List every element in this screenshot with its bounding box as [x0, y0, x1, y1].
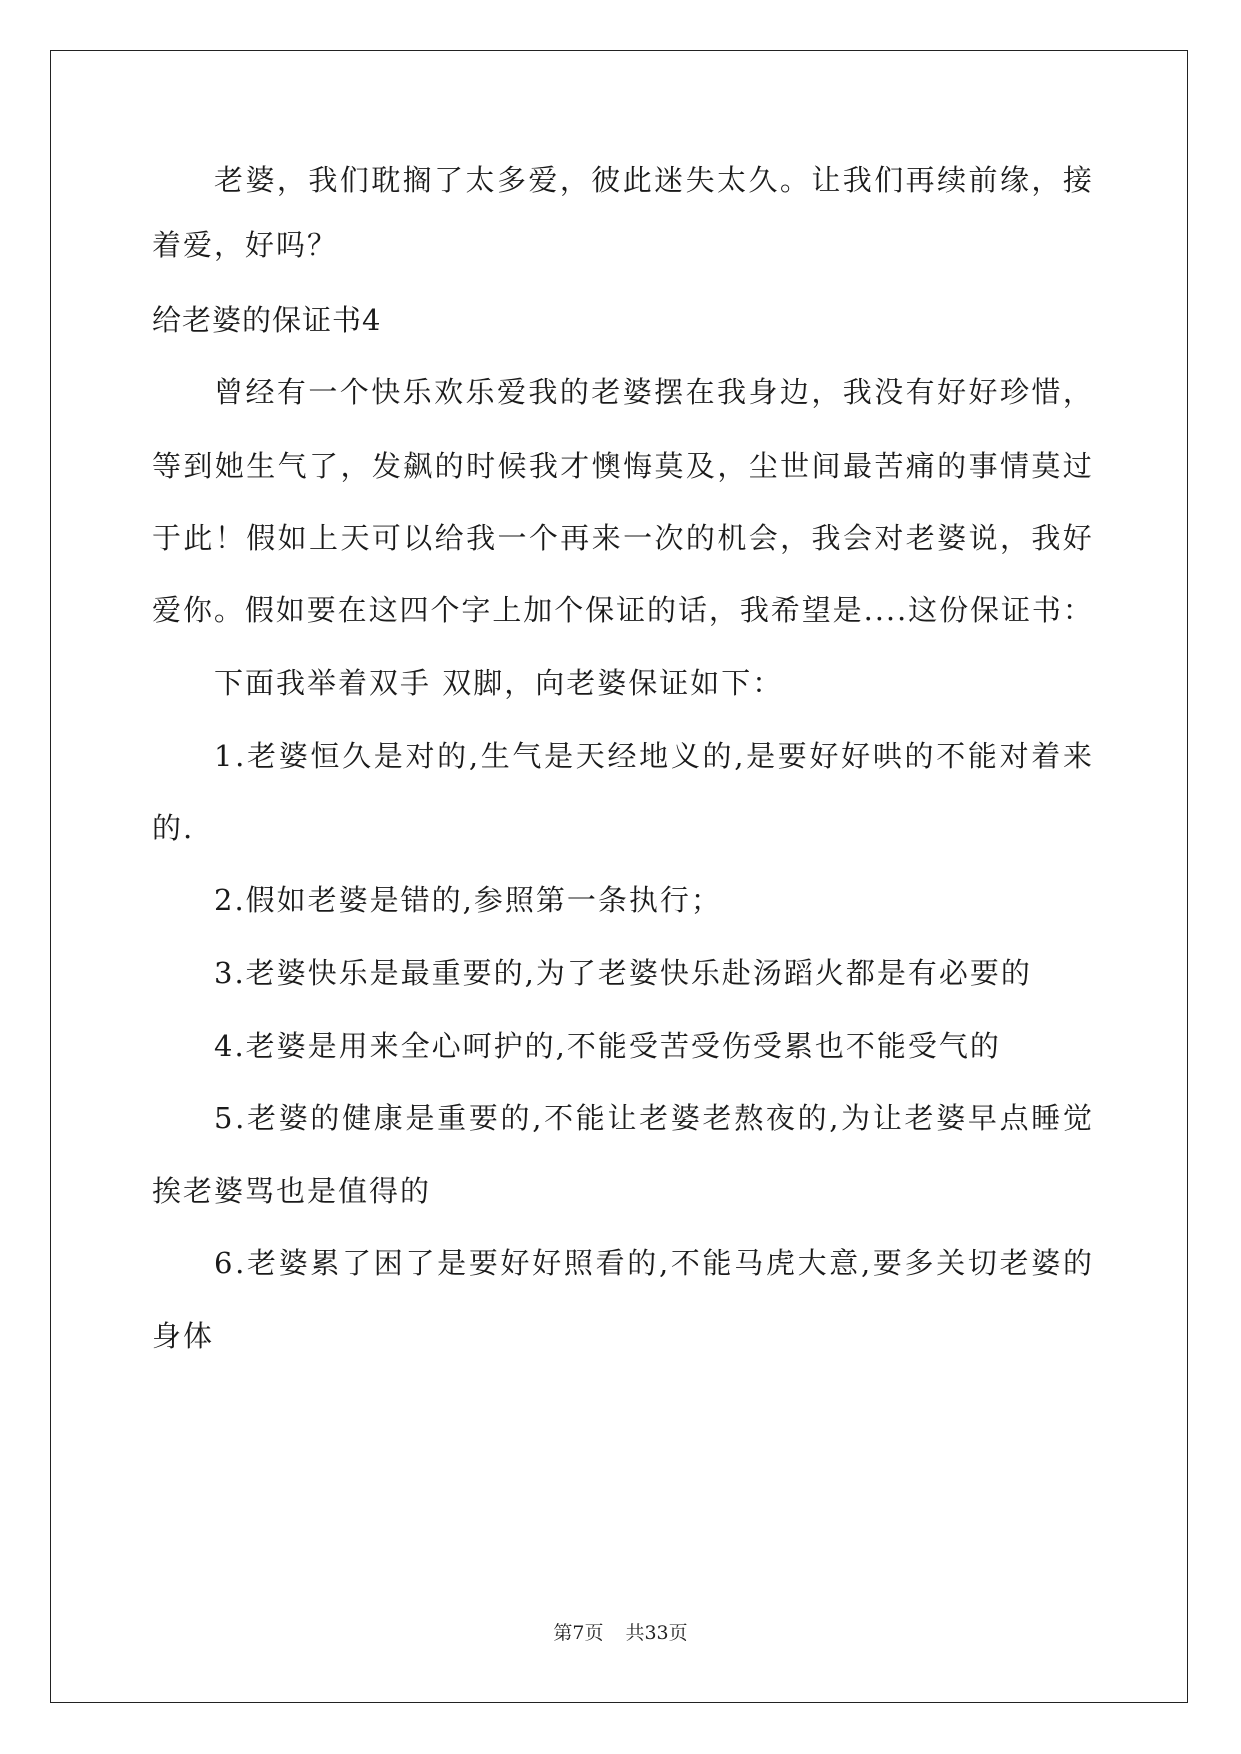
paragraph-line: 着爱，好吗？ [152, 228, 339, 262]
list-item-line: 5 . 老 婆 的 健 康 是 重 要 的 , 不 能 让 老 婆 老 熬 夜 的 , 为 让 老 婆 早 点 睡 觉 [214, 1101, 1092, 1135]
list-item-line: 2.假如老婆是错的,参照第一条执行； [214, 883, 722, 917]
page-number: 第7页 [553, 1622, 604, 1644]
page-total: 共33页 [625, 1622, 688, 1644]
section-heading: 给老婆的保证书4 [152, 303, 382, 337]
paragraph-line: 曾 经 有 一 个 快 乐 欢 乐 爱 我 的 老 婆 摆 在 我 身 边 ， 我 没 有 好 好 珍 惜 ， [214, 375, 1092, 409]
paragraph-line: 爱 你 。 假 如 要 在 这 四 个 字 上 加 个 保 证 的 话 ， 我 希 望 是 . . . . 这 份 保 证 书 ： [152, 593, 1092, 627]
page-footer [0, 1618, 1241, 1645]
paragraph-line: 等 到 她 生 气 了 ， 发 飙 的 时 候 我 才 懊 悔 莫 及 ， 尘 世 间 最 苦 痛 的 事 情 莫 过 [152, 449, 1092, 483]
list-item-line: 挨老婆骂也是值得的 [152, 1174, 432, 1208]
paragraph-line: 于 此 ！ 假 如 上 天 可 以 给 我 一 个 再 来 一 次 的 机 会 ， 我 会 对 老 婆 说 ， 我 好 [152, 521, 1092, 555]
list-item-line: 1 . 老 婆 恒 久 是 对 的 , 生 气 是 天 经 地 义 的 , 是 要 好 好 哄 的 不 能 对 着 来 [214, 739, 1092, 773]
list-item-line: 3.老婆快乐是最重要的,为了老婆快乐赴汤蹈火都是有必要的 [214, 956, 1032, 990]
list-item-line: 6 . 老 婆 累 了 困 了 是 要 好 好 照 看 的 , 不 能 马 虎 大 意 , 要 多 关 切 老 婆 的 [214, 1246, 1092, 1280]
paragraph-line: 老 婆 ， 我 们 耽 搁 了 太 多 爱 ， 彼 此 迷 失 太 久 。 让 我 们 再 续 前 缘 ， 接 [214, 163, 1092, 197]
list-item-line: 的. [152, 811, 195, 845]
list-item-line: 身体 [152, 1319, 215, 1353]
paragraph-line: 下面我举着双手 双脚，向老婆保证如下： [214, 666, 784, 700]
list-item-line: 4.老婆是用来全心呵护的,不能受苦受伤受累也不能受气的 [214, 1029, 1001, 1063]
page-border [50, 50, 1188, 1703]
